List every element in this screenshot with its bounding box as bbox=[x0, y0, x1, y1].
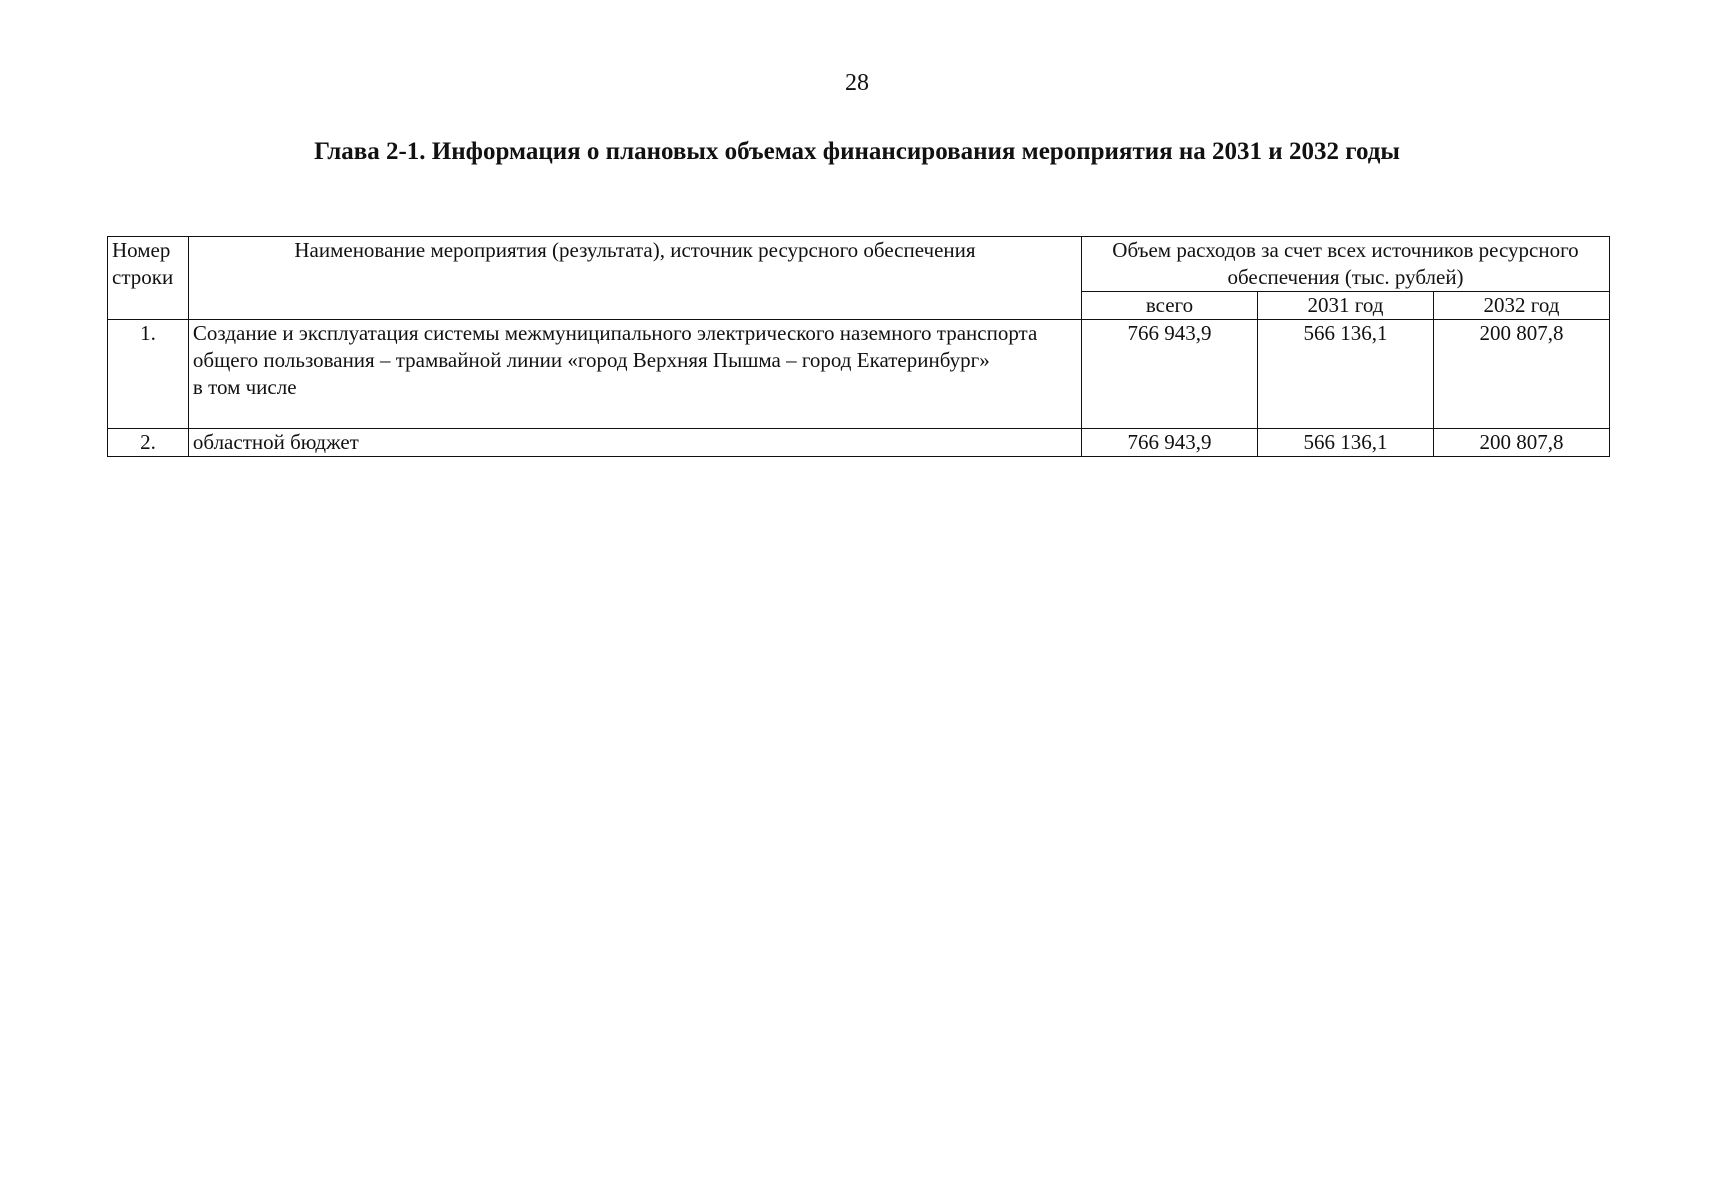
row-name: областной бюджет bbox=[188, 429, 1081, 457]
table-row bbox=[108, 320, 1610, 429]
header-name: Наименование мероприятия (результата), источник ресурсного обеспечения bbox=[188, 237, 1081, 320]
row-note: в том числе bbox=[192, 375, 297, 399]
header-total: всего bbox=[1082, 292, 1258, 320]
header-row-number: Номер строки bbox=[108, 237, 189, 320]
row-2032: 200 807,8 bbox=[1433, 320, 1609, 429]
chapter-title: Глава 2-1. Информация о плановых объемах финансирования мероприятия на 2031 и 2032 годы bbox=[314, 138, 1400, 165]
row-2031: 566 136,1 bbox=[1257, 320, 1433, 429]
row-total: 766 943,9 bbox=[1082, 320, 1258, 429]
row-total: 766 943,9 bbox=[1082, 429, 1258, 457]
header-volume: Объем расходов за счет всех источников ресурсного обеспечения (тыс. рублей) bbox=[1082, 237, 1610, 292]
row-2031: 566 136,1 bbox=[1257, 429, 1433, 457]
row-number: 2. bbox=[108, 429, 189, 457]
financing-table bbox=[107, 236, 1610, 457]
page-number: 28 bbox=[845, 70, 869, 96]
row-name: Создание и эксплуатация системы межмуниципального электрического наземного транспорта общего пользования – трамвайной линии «город Верхняя Пышма – город Екатеринбург» bbox=[192, 321, 1038, 372]
header-year-2032: 2032 год bbox=[1433, 292, 1609, 320]
row-name-cell bbox=[188, 320, 1081, 429]
table-header-row bbox=[108, 237, 1610, 292]
row-number: 1. bbox=[108, 320, 189, 429]
header-year-2031: 2031 год bbox=[1257, 292, 1433, 320]
row-2032: 200 807,8 bbox=[1433, 429, 1609, 457]
table-row bbox=[108, 429, 1610, 457]
